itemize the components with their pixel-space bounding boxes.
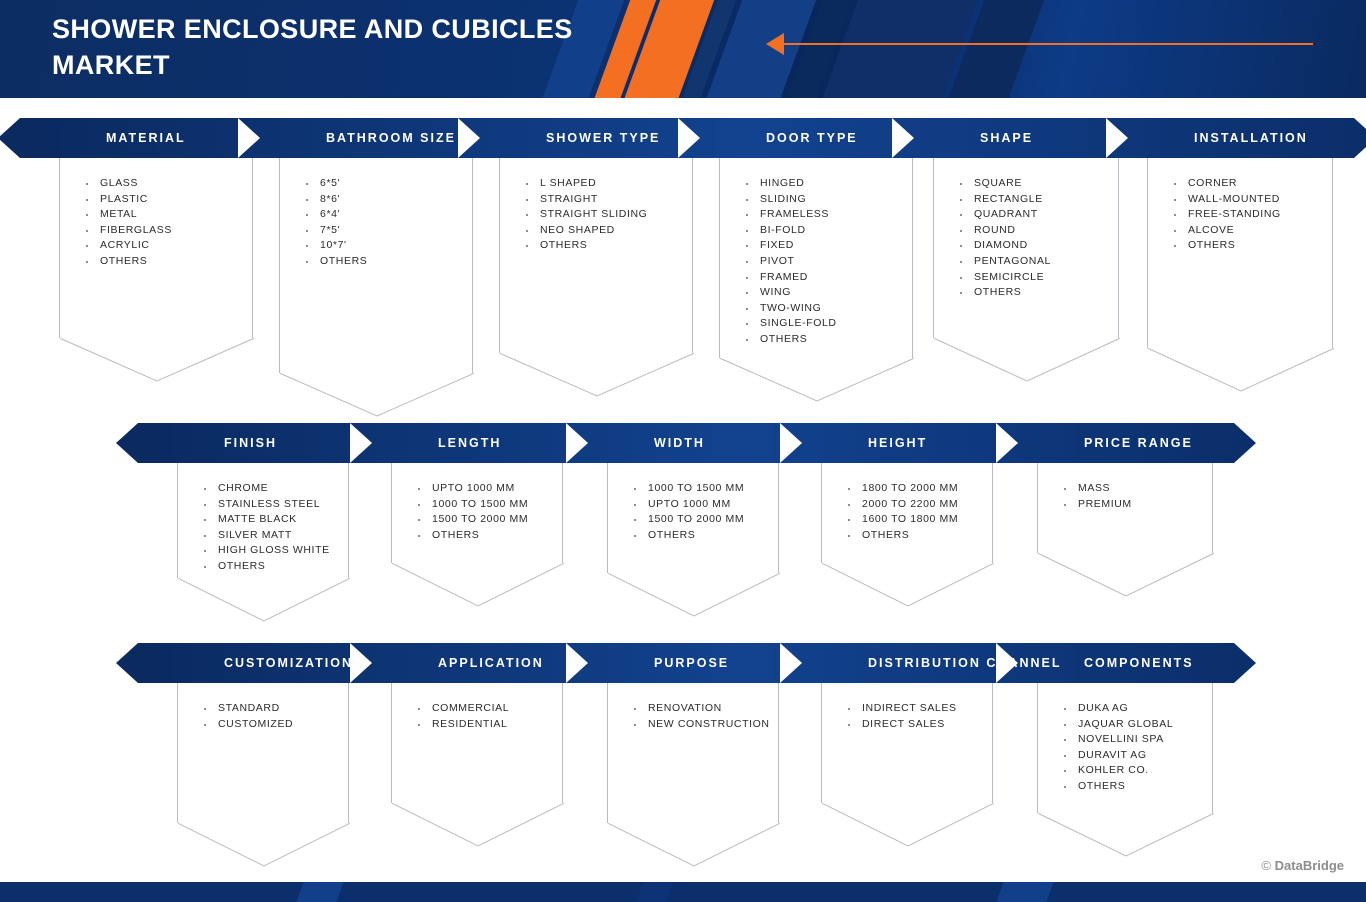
- banner-separator-4: [780, 643, 802, 683]
- list-item: STAINLESS STEEL: [198, 497, 330, 513]
- list-item: METAL: [80, 207, 172, 223]
- list-item: 1000 TO 1500 MM: [628, 481, 744, 497]
- list-item: PIVOT: [740, 254, 837, 270]
- banner-separator-5: [892, 118, 914, 158]
- card-point-shape: [822, 563, 994, 607]
- footer-stripe-2: [636, 882, 673, 902]
- list-item: RESIDENTIAL: [412, 717, 509, 733]
- list-item: PREMIUM: [1058, 497, 1132, 513]
- list-item: SILVER MATT: [198, 528, 330, 544]
- banner-left-arrow-icon: [116, 423, 138, 463]
- card-point-shape: [720, 358, 914, 402]
- segment-banner-row-2: [138, 423, 1234, 463]
- list-item: HINGED: [740, 176, 837, 192]
- header-arrow-icon: [766, 33, 784, 55]
- list-item: 1500 TO 2000 MM: [412, 512, 528, 528]
- segment-item-list: [842, 701, 957, 732]
- segment-title-width: WIDTH: [654, 436, 705, 450]
- list-item: FRAMED: [740, 270, 837, 286]
- list-item: OTHERS: [1168, 238, 1281, 254]
- list-item: L SHAPED: [520, 176, 647, 192]
- list-item: FIXED: [740, 238, 837, 254]
- card-point-shape: [392, 803, 564, 847]
- list-item: RECTANGLE: [954, 192, 1051, 208]
- list-item: PENTAGONAL: [954, 254, 1051, 270]
- list-item: JAQUAR GLOBAL: [1058, 717, 1173, 733]
- list-item: INDIRECT SALES: [842, 701, 957, 717]
- segment-item-list: [628, 481, 744, 543]
- list-item: TWO-WING: [740, 301, 837, 317]
- list-item: 1000 TO 1500 MM: [412, 497, 528, 513]
- list-item: OTHERS: [954, 285, 1051, 301]
- segment-item-list: [412, 481, 528, 543]
- list-item: 2000 TO 2200 MM: [842, 497, 958, 513]
- segment-item-list: [1058, 701, 1173, 795]
- segment-item-list: [1058, 481, 1132, 512]
- list-item: MASS: [1058, 481, 1132, 497]
- list-item: OTHERS: [198, 559, 330, 575]
- copyright-symbol: ©: [1261, 858, 1272, 873]
- list-item: 10*7': [300, 238, 367, 254]
- segment-title-door-type: DOOR TYPE: [766, 131, 858, 145]
- segment-item-list: [198, 481, 330, 575]
- segment-title-customization: CUSTOMIZATION: [224, 656, 354, 670]
- banner-separator-2: [238, 118, 260, 158]
- card-point-shape: [1038, 813, 1214, 857]
- list-item: OTHERS: [628, 528, 744, 544]
- list-item: COMMERCIAL: [412, 701, 509, 717]
- list-item: OTHERS: [740, 332, 837, 348]
- segment-title-finish: FINISH: [224, 436, 277, 450]
- list-item: UPTO 1000 MM: [412, 481, 528, 497]
- list-item: OTHERS: [842, 528, 958, 544]
- list-item: FIBERGLASS: [80, 223, 172, 239]
- list-item: ALCOVE: [1168, 223, 1281, 239]
- list-item: 6*5': [300, 176, 367, 192]
- segment-banner-row-1: [20, 118, 1354, 158]
- banner-left-arrow-icon: [0, 118, 20, 158]
- header-arrow-line: [768, 43, 1313, 45]
- list-item: ACRYLIC: [80, 238, 172, 254]
- list-item: STRAIGHT SLIDING: [520, 207, 647, 223]
- segment-item-list: [740, 176, 837, 348]
- list-item: OTHERS: [1058, 779, 1173, 795]
- list-item: DIAMOND: [954, 238, 1051, 254]
- card-point-shape: [178, 823, 350, 867]
- list-item: SINGLE-FOLD: [740, 316, 837, 332]
- segment-item-list: [1168, 176, 1281, 254]
- list-item: 7*5': [300, 223, 367, 239]
- card-point-shape: [934, 338, 1120, 382]
- segment-item-list: [80, 176, 172, 270]
- list-item: UPTO 1000 MM: [628, 497, 744, 513]
- banner-separator-3: [566, 423, 588, 463]
- list-item: 8*6': [300, 192, 367, 208]
- list-item: SEMICIRCLE: [954, 270, 1051, 286]
- card-point-shape: [608, 823, 780, 867]
- footer-stripe-1: [296, 882, 343, 902]
- list-item: KOHLER CO.: [1058, 763, 1173, 779]
- banner-right-arrow-icon: [1234, 423, 1256, 463]
- list-item: QUADRANT: [954, 207, 1051, 223]
- segment-title-material: MATERIAL: [106, 131, 186, 145]
- list-item: WALL-MOUNTED: [1168, 192, 1281, 208]
- card-point-shape: [60, 338, 254, 382]
- banner-separator-2: [350, 423, 372, 463]
- list-item: MATTE BLACK: [198, 512, 330, 528]
- banner-separator-6: [1106, 118, 1128, 158]
- list-item: OTHERS: [300, 254, 367, 270]
- copyright-credit: [1261, 858, 1344, 873]
- segment-item-list: [300, 176, 367, 270]
- card-point-shape: [1038, 553, 1214, 597]
- card-point-shape: [392, 563, 564, 607]
- list-item: ROUND: [954, 223, 1051, 239]
- list-item: DIRECT SALES: [842, 717, 957, 733]
- page-footer: [0, 882, 1366, 902]
- card-point-shape: [500, 353, 694, 397]
- banner-separator-3: [458, 118, 480, 158]
- list-item: RENOVATION: [628, 701, 770, 717]
- banner-separator-5: [996, 423, 1018, 463]
- list-item: NOVELLINI SPA: [1058, 732, 1173, 748]
- list-item: OTHERS: [80, 254, 172, 270]
- page-header: [0, 0, 1366, 98]
- segment-item-list: [842, 481, 958, 543]
- list-item: HIGH GLOSS WHITE: [198, 543, 330, 559]
- list-item: 1500 TO 2000 MM: [628, 512, 744, 528]
- list-item: 1800 TO 2000 MM: [842, 481, 958, 497]
- segment-title-length: LENGTH: [438, 436, 502, 450]
- list-item: BI-FOLD: [740, 223, 837, 239]
- segment-item-list: [954, 176, 1051, 301]
- banner-separator-4: [780, 423, 802, 463]
- list-item: OTHERS: [520, 238, 647, 254]
- list-item: NEO SHAPED: [520, 223, 647, 239]
- list-item: PLASTIC: [80, 192, 172, 208]
- list-item: CUSTOMIZED: [198, 717, 293, 733]
- list-item: STRAIGHT: [520, 192, 647, 208]
- segment-title-components: COMPONENTS: [1084, 656, 1194, 670]
- segment-title-bathroom-size: BATHROOM SIZE: [326, 131, 456, 145]
- list-item: FREE-STANDING: [1168, 207, 1281, 223]
- banner-left-arrow-icon: [116, 643, 138, 683]
- segment-title-shower-type: SHOWER TYPE: [546, 131, 661, 145]
- list-item: WING: [740, 285, 837, 301]
- list-item: STANDARD: [198, 701, 293, 717]
- list-item: 6*4': [300, 207, 367, 223]
- list-item: DURAVIT AG: [1058, 748, 1173, 764]
- segment-item-list: [412, 701, 509, 732]
- banner-separator-2: [350, 643, 372, 683]
- page-title: SHOWER ENCLOSURE AND CUBICLES MARKET: [52, 14, 573, 80]
- list-item: SQUARE: [954, 176, 1051, 192]
- segment-title-purpose: PURPOSE: [654, 656, 730, 670]
- banner-right-arrow-icon: [1234, 643, 1256, 683]
- brand-name: DataBridge: [1274, 858, 1344, 873]
- banner-separator-4: [678, 118, 700, 158]
- list-item: SLIDING: [740, 192, 837, 208]
- banner-separator-5: [996, 643, 1018, 683]
- segment-title-height: HEIGHT: [868, 436, 928, 450]
- segment-title-distribution-channel: DISTRIBUTION CHANNEL: [868, 656, 1062, 670]
- segment-item-list: [198, 701, 293, 732]
- list-item: OTHERS: [412, 528, 528, 544]
- list-item: GLASS: [80, 176, 172, 192]
- list-item: 1600 TO 1800 MM: [842, 512, 958, 528]
- card-point-shape: [178, 578, 350, 622]
- segment-item-list: [520, 176, 647, 254]
- list-item: CHROME: [198, 481, 330, 497]
- footer-stripe-3: [996, 882, 1053, 902]
- segment-title-application: APPLICATION: [438, 656, 544, 670]
- banner-separator-3: [566, 643, 588, 683]
- segment-title-price-range: PRICE RANGE: [1084, 436, 1193, 450]
- segment-title-shape: SHAPE: [980, 131, 1034, 145]
- segment-item-list: [628, 701, 770, 732]
- card-point-shape: [822, 803, 994, 847]
- list-item: DUKA AG: [1058, 701, 1173, 717]
- card-point-shape: [608, 573, 780, 617]
- list-item: NEW CONSTRUCTION: [628, 717, 770, 733]
- card-point-shape: [280, 373, 474, 417]
- card-point-shape: [1148, 348, 1334, 392]
- banner-right-arrow-icon: [1354, 118, 1366, 158]
- segment-title-installation: INSTALLATION: [1194, 131, 1308, 145]
- segment-banner-row-3: [138, 643, 1234, 683]
- list-item: CORNER: [1168, 176, 1281, 192]
- list-item: FRAMELESS: [740, 207, 837, 223]
